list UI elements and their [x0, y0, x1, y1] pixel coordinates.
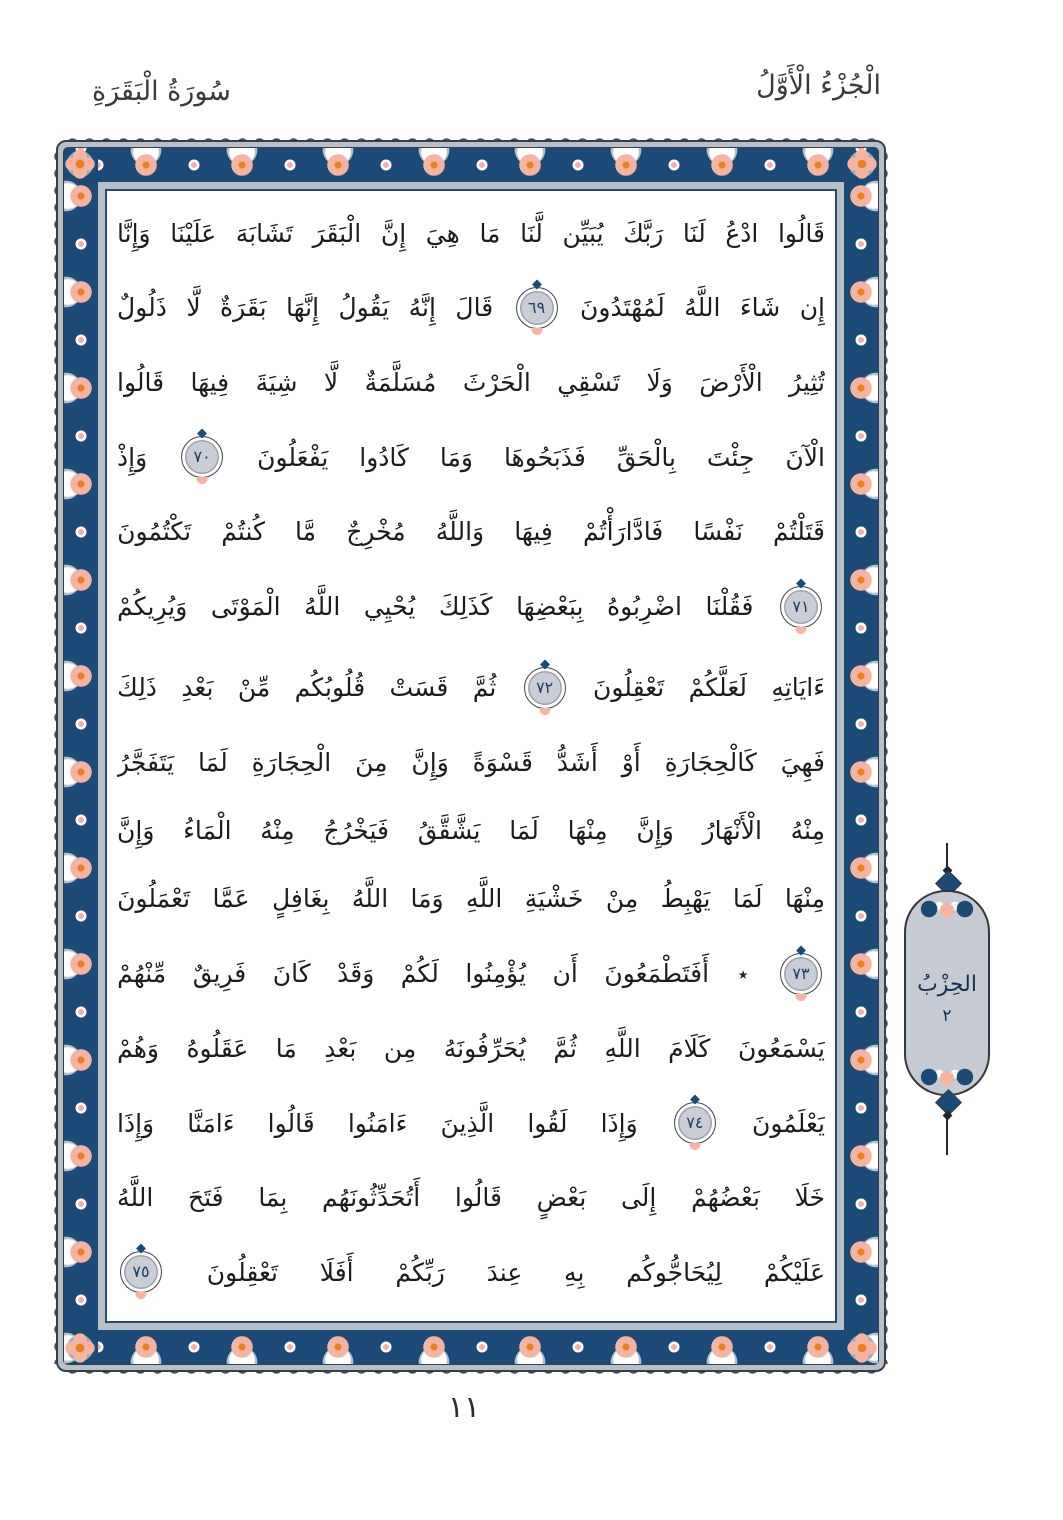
quran-line [117, 348, 825, 416]
quran-line [117, 417, 825, 498]
quran-word: وَإِذَا [117, 1108, 155, 1138]
quran-word: وَإِذْ [117, 442, 148, 472]
ayah-number: ٧٤ [686, 1113, 704, 1133]
quran-word: تُثِيرُ [789, 368, 825, 397]
ayah-number: ٧٥ [132, 1262, 150, 1282]
quran-word: لَّا [323, 368, 339, 397]
quran-line [117, 865, 825, 933]
quran-word: أَتُحَدِّثُونَهُم [322, 1183, 421, 1213]
hizb-medallion [899, 874, 995, 1112]
quran-line [117, 498, 825, 566]
quran-word: لَمَا [509, 816, 539, 846]
quran-word: إِنَّهَا [286, 293, 320, 323]
quran-word: لَمَا [198, 748, 228, 778]
quran-word: بَعْضٍ [536, 1183, 587, 1213]
quran-word: عَلَيْكُمْ [763, 1257, 825, 1287]
quran-word: مُسَلَّمَةٌ [364, 368, 437, 397]
quran-text-area [117, 199, 825, 1313]
quran-word: لَكُمْ [400, 959, 439, 989]
quran-word: يَفْعَلُونَ [257, 442, 329, 472]
quran-word: لَّا [186, 293, 201, 323]
quran-line [117, 647, 825, 728]
quran-word: وَقَدْ [337, 959, 375, 989]
quran-line [117, 1014, 825, 1082]
quran-word: اضْرِبُوهُ [606, 592, 682, 622]
quran-word: أَفَتَطْمَعُونَ [604, 959, 710, 989]
quran-word: قَسْوَةً [472, 748, 533, 778]
quran-word: ثُمَّ [553, 1033, 577, 1063]
quran-word: يَسْمَعُونَ [737, 1033, 825, 1063]
quran-word: مِنْ [605, 884, 639, 914]
quran-word: وَإِنَّ [117, 816, 155, 846]
quran-word: عَلَيْنَا [170, 218, 217, 248]
quran-word: وَإِنَّا [117, 218, 151, 248]
border-flowers-right [844, 148, 878, 1364]
quran-word: الَّذِينَ [440, 1108, 495, 1138]
quran-word: إِن [799, 293, 825, 323]
juz-title: الْجُزْءُ الْأَوَّلُ [756, 70, 881, 101]
quran-word: إِنَّ [380, 218, 407, 248]
quran-word: فَرِيقٌ [192, 959, 247, 989]
quran-line [117, 566, 825, 647]
quran-word: بَعْدِ [324, 1033, 357, 1063]
quran-word: إِلَى [620, 1183, 657, 1213]
ayah-number: ٦٩ [528, 297, 546, 317]
ayah-end-marker [674, 1102, 716, 1144]
quran-word: مَا [479, 218, 501, 248]
quran-word: ادْعُ [725, 218, 759, 248]
quran-word: مِن [383, 1033, 417, 1063]
quran-word: مِّنْ [237, 673, 271, 703]
quran-word: ذَلُولٌ [117, 293, 167, 323]
quran-word: مِنْهُ [260, 816, 295, 846]
quran-word: يُحْيِي [363, 592, 416, 622]
quran-line [117, 199, 825, 267]
quran-word: فِيهَا [514, 517, 553, 547]
quran-word: أَشَدُّ [556, 748, 598, 778]
quran-word: أَوْ [621, 748, 641, 778]
quran-word: كُنتُمْ [221, 517, 265, 547]
hizb-marker [896, 843, 998, 1155]
quran-word: خَلَا [794, 1183, 825, 1213]
ornamental-border-frame [56, 140, 886, 1372]
border-band [56, 140, 886, 1372]
hizb-label: الحِزْبُ [917, 972, 977, 997]
quran-word: قُلُوبُكُم [294, 673, 366, 703]
quran-word: جِئْتَ [706, 442, 755, 472]
quran-word: هِيَ [425, 218, 460, 248]
quran-word: بَعْدِ [181, 673, 214, 703]
quran-word: كَذَلِكَ [438, 592, 493, 622]
ayah-number: ٧١ [792, 596, 810, 616]
quran-line [117, 933, 825, 1014]
quran-word: مِنْهَا [784, 884, 825, 914]
quran-word: تَكْتُمُونَ [117, 517, 192, 547]
quran-word: الْأَنْهَارُ [702, 816, 762, 846]
quran-word: مِّنْهُمْ [117, 959, 167, 989]
quran-word: شِيَةَ [255, 368, 298, 397]
corner-rosette-icon [62, 1330, 98, 1366]
quran-line [117, 728, 825, 796]
border-flowers-bottom [98, 1330, 844, 1364]
ayah-end-marker [780, 953, 822, 995]
quran-word: فَادَّارَأْتُمْ [583, 517, 664, 547]
quran-word: لَعَلَّكُمْ [688, 673, 747, 703]
quran-word: قَتَلْتُمْ [773, 517, 825, 547]
quran-word: لَمُهْتَدُونَ [580, 293, 665, 323]
quran-word: وَمَا [410, 884, 444, 914]
quran-word: أَفَلَا [319, 1257, 354, 1287]
ayah-end-marker [524, 667, 566, 709]
quran-word: يَتَفَجَّرُ [117, 748, 175, 778]
quran-word: بِالْحَقِّ [616, 442, 676, 472]
rub-el-hizb-icon: ٭ [737, 961, 749, 986]
hizb-line-bottom [946, 1116, 948, 1155]
quran-word: بِمَا [258, 1183, 288, 1213]
quran-word: إِنَّهُ [408, 293, 436, 323]
inner-gray-margin [98, 182, 844, 1330]
quran-word: يَهْبِطُ [660, 884, 711, 914]
quran-word: وَلَا [646, 368, 673, 397]
quran-word: الْبَقَرَ [312, 218, 362, 248]
quran-word: وَمَا [439, 442, 473, 472]
quran-word: يَقُولُ [338, 293, 390, 323]
quran-word: قَالُوا [777, 218, 825, 248]
quran-word: ءَايَاتِهِ [771, 673, 825, 703]
quran-word: قَالُوا [117, 368, 165, 397]
quran-word: لِيُحَاجُّوكُم [626, 1257, 723, 1287]
quran-word: تَعْمَلُونَ [117, 884, 191, 914]
quran-word: فِيهَا [190, 368, 230, 397]
quran-word: بِبَعْضِهَا [516, 592, 584, 622]
page-number: ١١ [447, 1390, 481, 1425]
quran-word: عِندَ [486, 1257, 523, 1287]
quran-word: اللَّهِ [604, 1033, 641, 1063]
quran-word: مُخْرِجٌ [346, 517, 406, 547]
quran-word: يُبَيِّن [562, 218, 604, 248]
quran-word: قَالُوا [267, 1108, 315, 1138]
quran-word: تَعْقِلُونَ [593, 673, 665, 703]
quran-word: فَيَخْرُجُ [323, 816, 389, 846]
quran-line [117, 1164, 825, 1232]
quran-line [117, 267, 825, 348]
quran-line [117, 1082, 825, 1163]
quran-word: مِنْهُ [790, 816, 825, 846]
ayah-number: ٧٢ [536, 677, 554, 697]
quran-word: الْأَرْضَ [699, 368, 763, 397]
ayah-number: ٧٣ [792, 963, 810, 983]
quran-word: وَاللَّهُ [435, 517, 485, 547]
quran-word: مِنْهَا [567, 816, 608, 846]
quran-word: بِهِ [564, 1257, 585, 1287]
quran-word: كَادُوا [359, 442, 409, 472]
quran-word: الْمَاءُ [183, 816, 232, 846]
quran-word: اللَّهُ [117, 1183, 154, 1213]
quran-word: فَذَبَحُوهَا [503, 442, 586, 472]
quran-word: كَلَامَ [668, 1033, 711, 1063]
quran-word: نَفْسًا [693, 517, 743, 547]
quran-word: بَعْضُهُمْ [691, 1183, 760, 1213]
quran-word: عَمَّا [212, 884, 250, 914]
quran-word: الْحِجَارَةِ [251, 748, 332, 778]
medallion-ornament-icon [915, 894, 979, 924]
quran-word: قَسَتْ [389, 673, 449, 703]
ayah-end-marker [780, 586, 822, 628]
quran-word: بَقَرَةٌ [220, 293, 267, 323]
quran-word: ءَامَنُوا [347, 1108, 408, 1138]
quran-word: وَإِنَّ [636, 816, 674, 846]
quran-word: ءَامَنَّا [187, 1108, 235, 1138]
surah-title: سُورَةُ الْبَقَرَةِ [92, 76, 231, 107]
quran-word: كَانَ [272, 959, 311, 989]
quran-word: الْحَرْثَ [462, 368, 531, 397]
quran-word: رَبَّكَ [623, 218, 664, 248]
ayah-end-marker [120, 1251, 162, 1293]
quran-word: فَهِيَ [780, 748, 825, 778]
medallion-ornament-icon [915, 1062, 979, 1092]
quran-word: لَمَا [732, 884, 763, 914]
quran-word: بِغَافِلٍ [271, 884, 330, 914]
quran-word: اللَّهُ [304, 592, 341, 622]
quran-word: خَشْيَةِ [524, 884, 584, 914]
border-arabesque-band [63, 147, 879, 1365]
quran-line [117, 1232, 825, 1313]
border-flowers-top [98, 148, 844, 182]
quran-word: رَبِّكُمْ [395, 1257, 445, 1287]
quran-word: الْآنَ [785, 442, 825, 472]
quran-word: فَقُلْنَا [705, 592, 754, 622]
corner-rosette-icon [844, 146, 880, 182]
ayah-end-marker [516, 287, 558, 329]
quran-word: شَاءَ [739, 293, 781, 323]
quran-word: وَإِذَا [600, 1108, 638, 1138]
quran-word: ثُمَّ [472, 673, 497, 703]
border-flowers-left [64, 148, 98, 1364]
quran-word: مَّا [295, 517, 317, 547]
quran-word: أَن [552, 959, 578, 989]
ayah-end-marker [181, 436, 223, 478]
ayah-number: ٧٠ [193, 447, 211, 467]
quran-word: قَالُوا [454, 1183, 502, 1213]
inner-rule-frame [105, 189, 837, 1323]
quran-word: تَسْقِي [557, 368, 621, 397]
corner-rosette-icon [62, 146, 98, 182]
quran-word: تَشَابَهَ [235, 218, 294, 248]
quran-word: مِنَ [355, 748, 388, 778]
quran-word: لَقُوا [527, 1108, 568, 1138]
quran-word: الْمَوْتَى [210, 592, 281, 622]
quran-word: يُؤْمِنُوا [465, 959, 527, 989]
quran-word: يَشَّقَّقُ [417, 816, 481, 846]
hizb-number: ٢ [942, 1006, 952, 1026]
quran-word: اللَّهُ [684, 293, 721, 323]
quran-word: اللَّهِ [466, 884, 503, 914]
quran-word: يُحَرِّفُونَهُ [443, 1033, 526, 1063]
quran-word: اللَّهُ [351, 884, 389, 914]
quran-word: وَإِنَّ [411, 748, 449, 778]
quran-line [117, 797, 825, 865]
quran-word: يَعْلَمُونَ [751, 1108, 825, 1138]
quran-word: ذَلِكَ [117, 673, 157, 703]
quran-word: كَالْحِجَارَةِ [664, 748, 757, 778]
corner-rosette-icon [844, 1330, 880, 1366]
quran-word: وَهُمْ [117, 1033, 159, 1063]
quran-word: لَّنَا [520, 218, 543, 248]
quran-word: عَقَلُوهُ [186, 1033, 249, 1063]
quran-word: لَنَا [682, 218, 706, 248]
quran-word: فَتَحَ [187, 1183, 224, 1213]
quran-word: تَعْقِلُونَ [206, 1257, 279, 1287]
quran-word: قَالَ [455, 293, 494, 323]
quran-word: وَيُرِيكُمْ [117, 592, 188, 622]
quran-word: مَا [275, 1033, 297, 1063]
